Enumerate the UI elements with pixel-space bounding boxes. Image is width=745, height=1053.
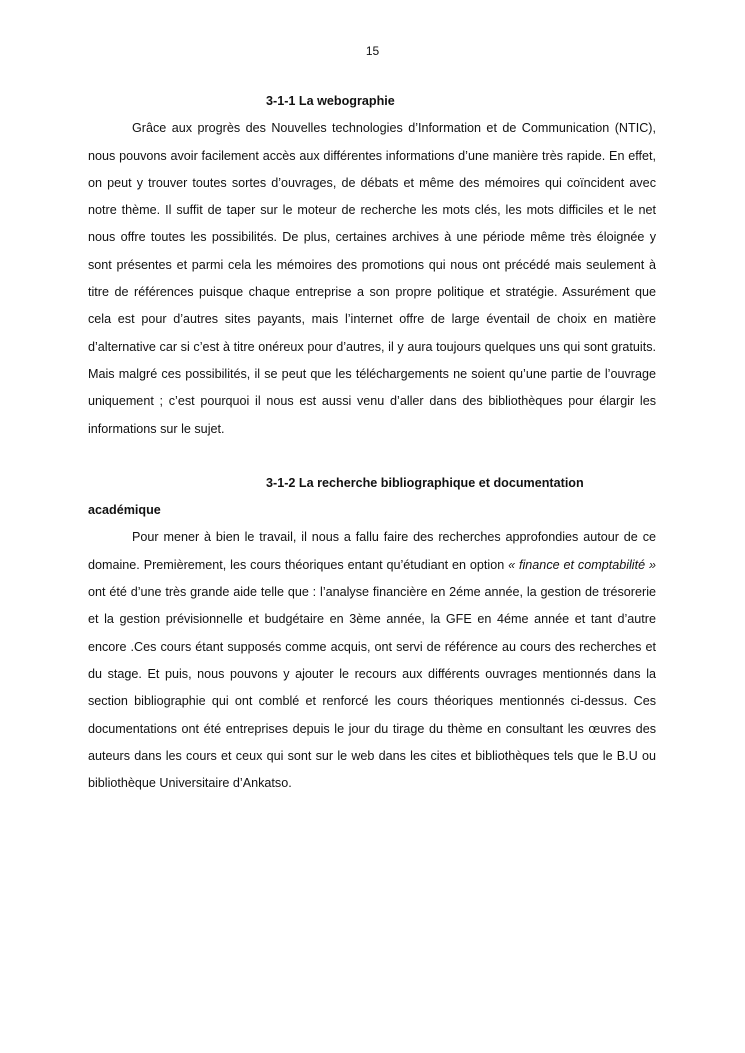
paragraph-webographie: Grâce aux progrès des Nouvelles technologies d’Information et de Communication (NTIC), nous pouvons avoir facilement accès aux différentes informations d’une manière très rapide. En effet, on peut y trouver toutes sortes d’ouvrages, de débats et même des mémoires qui coïncident avec notre thème. Il suffit de taper sur le moteur de recherche les mots clés, les mots difficiles et le net nous offre toutes les possibilités. De plus, certaines archives à une période même très éloignée y sont présentes et parmi cela les mémoires des promotions qui nous ont précédé mais seulement à titre de références puisque chaque entreprise a son propre politique et stratégie. Assurément que cela est pour d’autres sites payants, mais l’internet offre de large éventail de choix en matière d’alternative car si c’est à titre onéreux pour d’autres, il y aura toujours quelques uns qui sont gratuits. Mais malgré ces possibilités, il se peut que les téléchargements ne soient qu’une partie de l’ouvrage uniquement ; c’est pourquoi il nous est aussi venu d’aller dans des bibliothèques pour élargir les informations sur le sujet. xyxy=(88,121,656,436)
section-heading-webographie: 3-1-1 La webographie xyxy=(266,94,395,108)
page-content xyxy=(88,88,656,797)
section-heading-recherche-continuation: académique xyxy=(88,503,161,518)
paragraph-recherche-part2: ont été d’une très grande aide telle que : l’analyse financière en 2éme année, la gestion de trésorerie et la gestion prévisionnelle et budgétaire en 3ème année, la GFE en 4éme année et tant d’autre encore .Ces cours étant supposés comme acquis, ont servi de référence au cours des recherches et du stage. Et puis, nous pouvons y ajouter le recours aux différents ouvrages mentionnés dans la section bibliographie qui ont comblé et renforcé les cours théoriques mentionnés ci-dessus. Ces documentations ont été entreprises depuis le jour du tirage du thème en consultant les œuvres des auteurs dans les cours et ceux qui sont sur le web dans les cites et bibliothèques tels que le B.U ou bibliothèque Universitaire d’Ankatso. xyxy=(88,585,656,791)
page-number: 15 xyxy=(365,44,380,58)
section-heading-recherche: 3-1-2 La recherche bibliographique et documentation xyxy=(266,475,584,490)
paragraph-recherche-part1: Pour mener à bien le travail, il nous a fallu faire des recherches approfondies autour de ce domaine. Premièrement, les cours théoriques entant qu’étudiant en option xyxy=(88,530,656,572)
paragraph-recherche xyxy=(88,524,656,797)
paragraph-recherche-italic: « finance et comptabilité » xyxy=(508,557,657,572)
